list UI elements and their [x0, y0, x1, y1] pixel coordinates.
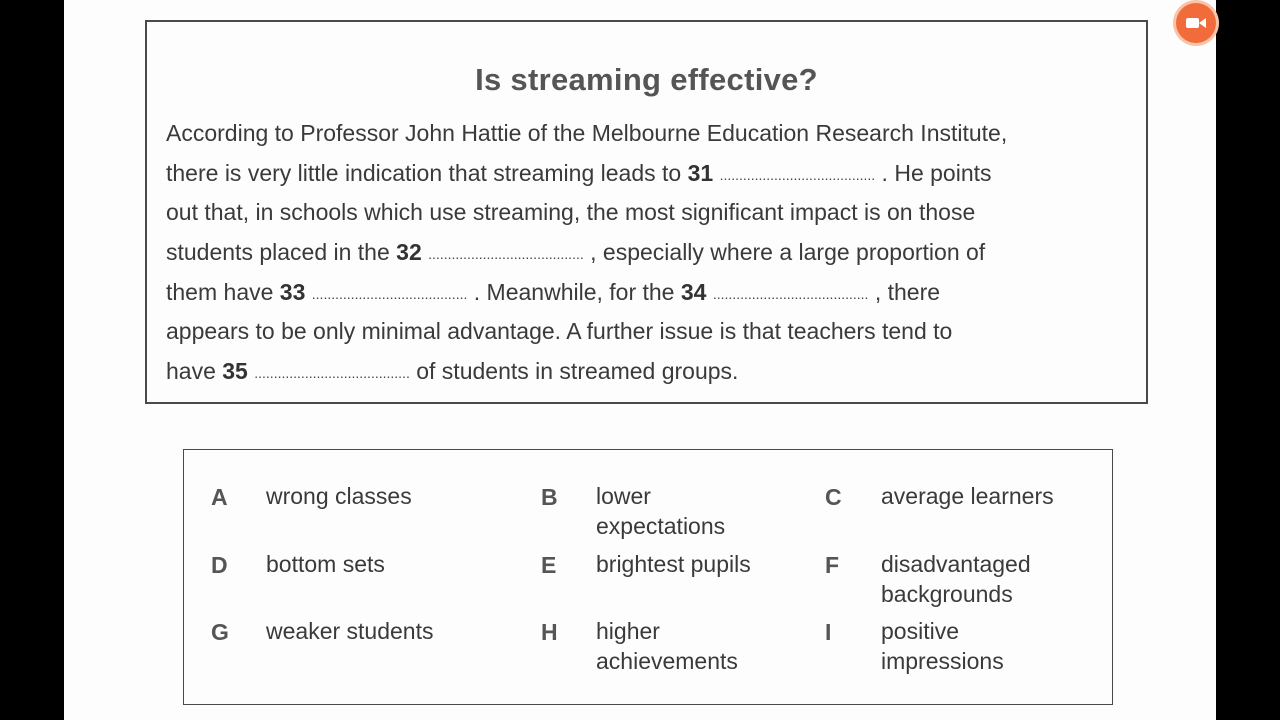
option-letter: G	[211, 619, 229, 645]
option-text: wrong classes	[266, 483, 412, 509]
option-letter: D	[211, 552, 228, 578]
option-text: lower expectations	[596, 483, 726, 539]
question-number-31: 31	[687, 160, 714, 186]
summary-text: appears to be only minimal advantage. A further issue is that teachers tend to	[166, 318, 953, 344]
page-title: Is streaming effective?	[475, 62, 818, 97]
summary-line-7	[166, 358, 738, 386]
answer-blank-33[interactable]: ........................................	[311, 286, 468, 302]
option-text: higher achievements	[596, 618, 738, 674]
option-letter: F	[825, 552, 840, 578]
option-letter: C	[825, 484, 842, 510]
option-text: brightest pupils	[596, 551, 751, 577]
summary-text: there is very little indication that streaming leads to	[166, 160, 688, 186]
question-number-32: 32	[396, 239, 422, 265]
summary-line-3	[166, 199, 975, 225]
summary-text: According to Professor John Hattie of the Melbourne Education Research Institute,	[166, 120, 1008, 146]
option-letter: I	[825, 619, 832, 645]
option-text: average learners	[881, 483, 1054, 509]
summary-line-5	[166, 279, 940, 307]
option-letter: H	[541, 619, 558, 645]
answer-blank-31[interactable]: ........................................	[719, 167, 876, 183]
summary-line-4	[166, 239, 985, 267]
option-text: positive impressions	[881, 618, 1004, 674]
option-text: weaker students	[266, 618, 434, 644]
question-number-35: 35	[222, 358, 248, 384]
option-letter: A	[211, 484, 228, 510]
summary-text: . He points	[875, 160, 992, 186]
answer-blank-34[interactable]: ........................................	[712, 286, 869, 302]
option-letter: B	[541, 484, 558, 510]
option-text: disadvantaged backgrounds	[881, 551, 1031, 607]
summary-text: students placed in the	[166, 239, 397, 265]
summary-text: . Meanwhile, for the	[467, 279, 681, 305]
summary-line-1	[166, 120, 1007, 146]
question-number-34: 34	[680, 279, 707, 305]
summary-text: , there	[868, 279, 941, 305]
summary-text: , especially where a large proportion of	[583, 239, 986, 265]
question-number-33: 33	[279, 279, 306, 305]
answer-blank-32[interactable]: ........................................	[428, 246, 584, 262]
summary-text: of students in streamed groups.	[409, 358, 739, 384]
option-text: bottom sets	[266, 551, 385, 577]
summary-text: out that, in schools which use streaming, the most significant impact is on those	[166, 199, 976, 225]
summary-line-2	[166, 160, 992, 188]
summary-text: them have	[166, 279, 280, 305]
answer-blank-35[interactable]: ........................................	[254, 365, 410, 381]
option-letter: E	[541, 552, 557, 578]
summary-line-6	[166, 318, 952, 344]
record-button[interactable]	[1176, 3, 1216, 43]
summary-text: have	[166, 358, 223, 384]
